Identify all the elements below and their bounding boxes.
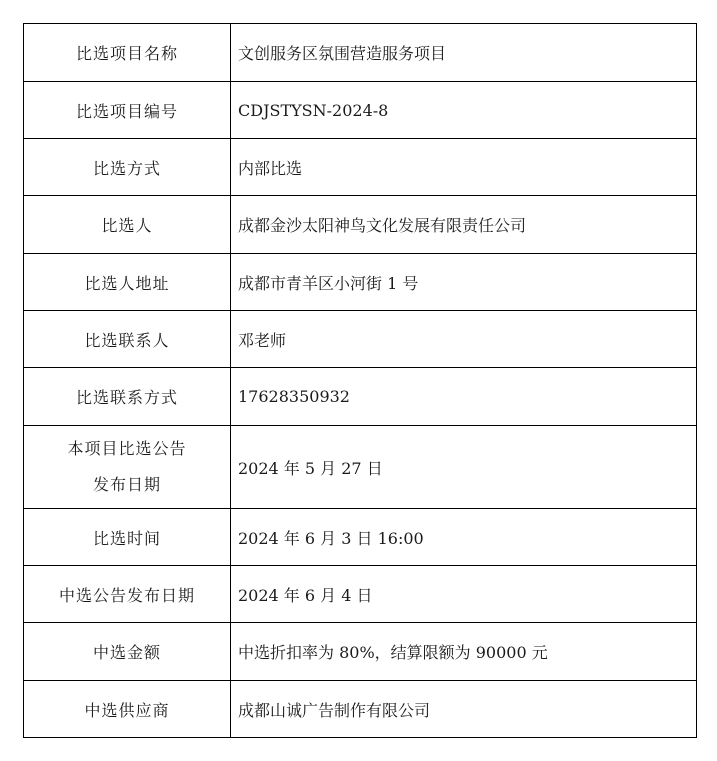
procurement-info-table [23, 23, 697, 738]
row-value: 17628350932 [231, 368, 697, 426]
row-value: 邓老师 [231, 311, 697, 368]
table-row [24, 509, 697, 566]
table-row [24, 139, 697, 196]
table-row [24, 311, 697, 368]
table-row [24, 566, 697, 623]
row-label: 中选公告发布日期 [24, 566, 231, 623]
row-value: CDJSTYSN-2024-8 [231, 82, 697, 139]
table-row [24, 426, 697, 509]
row-value: 成都金沙太阳神鸟文化发展有限责任公司 [231, 196, 697, 254]
row-label-line-2: 发布日期 [92, 475, 161, 494]
table-row [24, 681, 697, 738]
table-row [24, 254, 697, 311]
row-label: 比选联系人 [24, 311, 231, 368]
row-value: 中选折扣率为 80%，结算限额为 90000 元 [231, 623, 697, 681]
row-label-line-1: 本项目比选公告 [67, 439, 187, 458]
row-value: 成都山诚广告制作有限公司 [231, 681, 697, 738]
row-label: 比选项目名称 [24, 24, 231, 82]
row-label: 比选联系方式 [24, 368, 231, 426]
row-label: 比选项目编号 [24, 82, 231, 139]
row-value: 文创服务区氛围营造服务项目 [231, 24, 697, 82]
row-label: 中选金额 [24, 623, 231, 681]
row-label: 中选供应商 [24, 681, 231, 738]
row-value: 2024 年 5 月 27 日 [231, 426, 697, 509]
table-row [24, 623, 697, 681]
row-value: 2024 年 6 月 4 日 [231, 566, 697, 623]
table-row [24, 196, 697, 254]
table-row [24, 82, 697, 139]
row-label: 比选人 [24, 196, 231, 254]
row-value: 成都市青羊区小河街 1 号 [231, 254, 697, 311]
row-label: 比选方式 [24, 139, 231, 196]
row-label [24, 426, 231, 509]
row-label: 比选时间 [24, 509, 231, 566]
table-row [24, 24, 697, 82]
table-row [24, 368, 697, 426]
row-label: 比选人地址 [24, 254, 231, 311]
row-value: 2024 年 6 月 3 日 16:00 [231, 509, 697, 566]
row-value: 内部比选 [231, 139, 697, 196]
